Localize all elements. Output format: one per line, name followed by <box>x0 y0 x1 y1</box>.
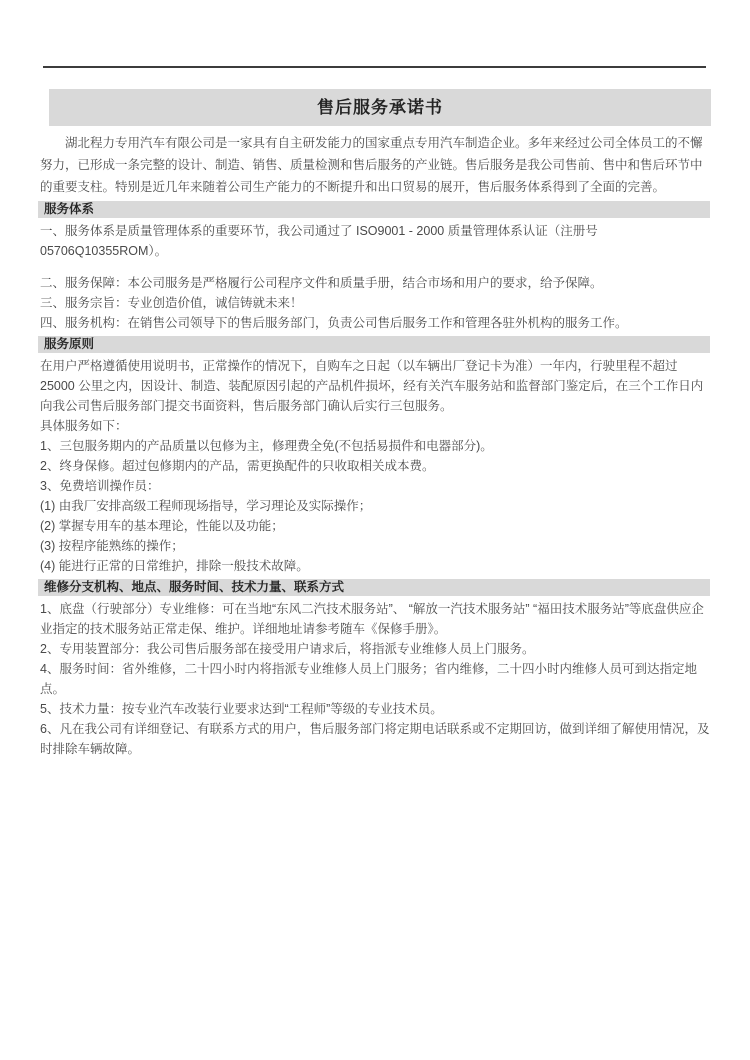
paragraph-service-system-4: 四、服务机构：在销售公司领导下的售后服务部门，负责公司售后服务工作和管理各驻外机构的服务工作。 <box>40 316 628 330</box>
document-page <box>0 66 750 1060</box>
paragraph-service-system-1: 一、服务体系是质量管理体系的重要环节，我公司通过了 ISO9001 - 2000 质量管理体系认证（注册号 05706Q10355ROM）。 <box>40 224 598 258</box>
paragraph-training-sub-2: (2) 掌握专用车的基本理论，性能以及功能； <box>40 519 284 533</box>
paragraph-repair-item-4: 4、服务时间：省外维修，二十四小时内将指派专业维修人员上门服务；省内维修，二十四小时内维修人员可到达指定地点。 <box>40 662 697 696</box>
paragraph-service-system-2: 二、服务保障：本公司服务是严格履行公司程序文件和质量手册，结合市场和用户的要求，给予保障。 <box>40 276 603 290</box>
section-heading-service-principles: 服务原则 <box>38 336 710 353</box>
paragraph-training-sub-4: (4) 能进行正常的日常维护，排除一般技术故障。 <box>40 559 309 573</box>
paragraph-training-sub-3: (3) 按程序能熟练的操作； <box>40 539 184 553</box>
top-divider <box>43 66 706 68</box>
paragraph-service-item-1: 1、三包服务期内的产品质量以包修为主，修理费全免(不包括易损件和电器部分)。 <box>40 439 493 453</box>
paragraph-repair-item-6: 6、凡在我公司有详细登记、有联系方式的用户，售后服务部门将定期电话联系或不定期回访，做到详细了解使用情况，及时排除车辆故障。 <box>40 722 710 756</box>
section-heading-service-system: 服务体系 <box>38 201 710 218</box>
paragraph-services-lead-in: 具体服务如下： <box>40 419 128 433</box>
paragraph-service-item-3: 3、免费培训操作员： <box>40 479 160 493</box>
paragraph-training-sub-1: (1) 由我厂安排高级工程师现场指导，学习理论及实际操作； <box>40 499 372 513</box>
blank-line <box>40 261 710 273</box>
paragraph-repair-item-5: 5、技术力量：按专业汽车改装行业要求达到“工程师”等级的专业技术员。 <box>40 702 443 716</box>
document-title: 售后服务承诺书 <box>49 89 711 126</box>
section-heading-repair-branches: 维修分支机构、地点、服务时间、技术力量、联系方式 <box>38 579 710 596</box>
paragraph-service-item-2: 2、终身保修。超过包修期内的产品，需更换配件的只收取相关成本费。 <box>40 459 435 473</box>
paragraph-repair-item-1: 1、底盘（行驶部分）专业维修：可在当地“东风二汽技术服务站”、 “解放一汽技术服务站” “福田技术服务站”等底盘供应企业指定的技术服务站正常走保、维护。详细地址请参考随车《保修手册》。 <box>40 602 704 636</box>
paragraph-service-system-3: 三、服务宗旨：专业创造价值，诚信铸就未来！ <box>40 296 303 310</box>
paragraph-warranty-terms: 在用户严格遵循使用说明书，正常操作的情况下，自购车之日起（以车辆出厂登记卡为准）一年内，行驶里程不超过 25000 公里之内，因设计、制造、装配原因引起的产品机件损坏，经有关汽车服务站和监督部门鉴定后，在三个工作日内向我公司售后服务部门提交书面资料，售后服务部门确认后实行三包服务。 <box>40 359 704 413</box>
paragraph-repair-item-2: 2、专用装置部分：我公司售后服务部在接受用户请求后，将指派专业维修人员上门服务。 <box>40 642 535 656</box>
intro-paragraph: 湖北程力专用汽车有限公司是一家具有自主研发能力的国家重点专用汽车制造企业。多年来经过公司全体员工的不懈努力，已形成一条完整的设计、制造、销售、质量检测和售后服务的产业链。售后服务是我公司售前、售中和售后环节中的重要支柱。特别是近几年来随着公司生产能力的不断提升和出口贸易的展开，售后服务体系得到了全面的完善。 <box>40 136 703 194</box>
